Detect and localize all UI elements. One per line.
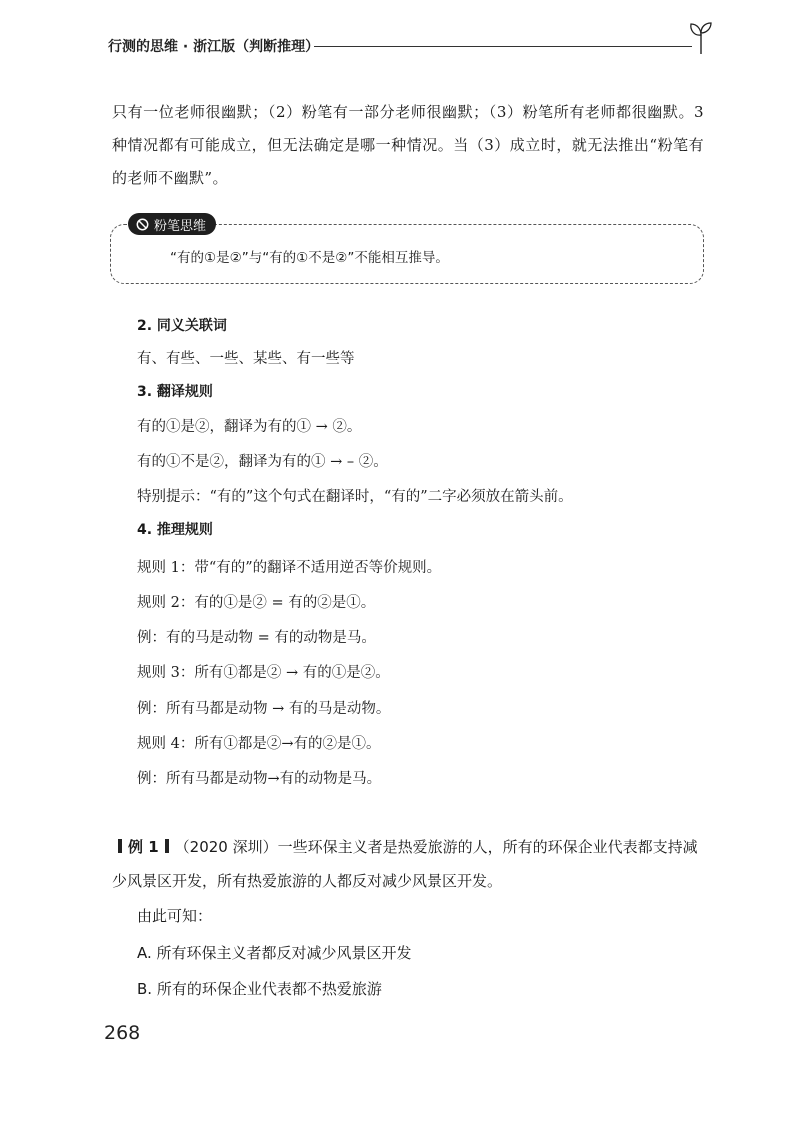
intro-paragraph: 只有一位老师很幽默；（2）粉笔有一部分老师很幽默；（3）粉笔所有老师都很幽默。3种情况都有可能成立，但无法确定是哪一种情况。当（3）成立时，就无法推出“粉笔有的老师不幽默”。	[112, 103, 704, 187]
example-prompt: 由此可知：	[137, 907, 213, 925]
sprout-icon	[688, 20, 714, 54]
running-header	[108, 34, 708, 58]
inference-rule-3: 规则 3：所有①都是② → 有的①是②。	[137, 665, 390, 681]
example-marker-left	[118, 839, 122, 853]
inference-rule-2: 规则 2：有的①是② = 有的②是①。	[137, 595, 376, 611]
example-source: （2020 深圳）	[174, 838, 278, 856]
option-a: A. 所有环保主义者都反对减少风景区开发	[137, 944, 412, 962]
translation-rule-1: 有的①是②，翻译为有的① → ②。	[137, 419, 362, 435]
example-text: 一些环保主义者是热爱旅游的人，所有的环保企业代表都支持减少风景区开发，所有热爱旅游的人都反对减少风景区开发。	[112, 838, 698, 890]
header-title: 行测的思维 · 浙江版（判断推理）	[108, 39, 320, 55]
rule-3-example: 例：所有马都是动物 → 有的马是动物。	[137, 701, 391, 717]
page-number: 268	[104, 1022, 141, 1044]
section-2-heading: 2. 同义关联词	[137, 318, 227, 334]
example-label: 例 1	[128, 838, 159, 856]
thinking-text: “有的①是②”与“有的①不是②”不能相互推导。	[170, 250, 449, 266]
translation-rule-2: 有的①不是②，翻译为有的① → – ②。	[137, 454, 388, 470]
ban-icon	[136, 218, 149, 231]
header-rule	[314, 46, 692, 47]
thinking-tag-label: 粉笔思维	[154, 218, 207, 234]
section-4-heading: 4. 推理规则	[137, 522, 213, 538]
inference-rule-4: 规则 4：所有①都是②→有的②是①。	[137, 736, 381, 752]
section-2-body: 有、有些、一些、某些、有一些等	[137, 351, 355, 367]
translation-note: 特别提示：“有的”这个句式在翻译时，“有的”二字必须放在箭头前。	[137, 489, 573, 505]
section-3-heading: 3. 翻译规则	[137, 384, 213, 400]
inference-rule-1: 规则 1：带“有的”的翻译不适用逆否等价规则。	[137, 560, 442, 576]
rule-2-example: 例：有的马是动物 = 有的动物是马。	[137, 630, 376, 646]
example-marker-right	[165, 839, 169, 853]
example-1-question	[112, 830, 704, 898]
rule-4-example: 例：所有马都是动物→有的动物是马。	[137, 771, 382, 787]
option-b: B. 所有的环保企业代表都不热爱旅游	[137, 980, 382, 998]
thinking-tag	[128, 213, 216, 235]
